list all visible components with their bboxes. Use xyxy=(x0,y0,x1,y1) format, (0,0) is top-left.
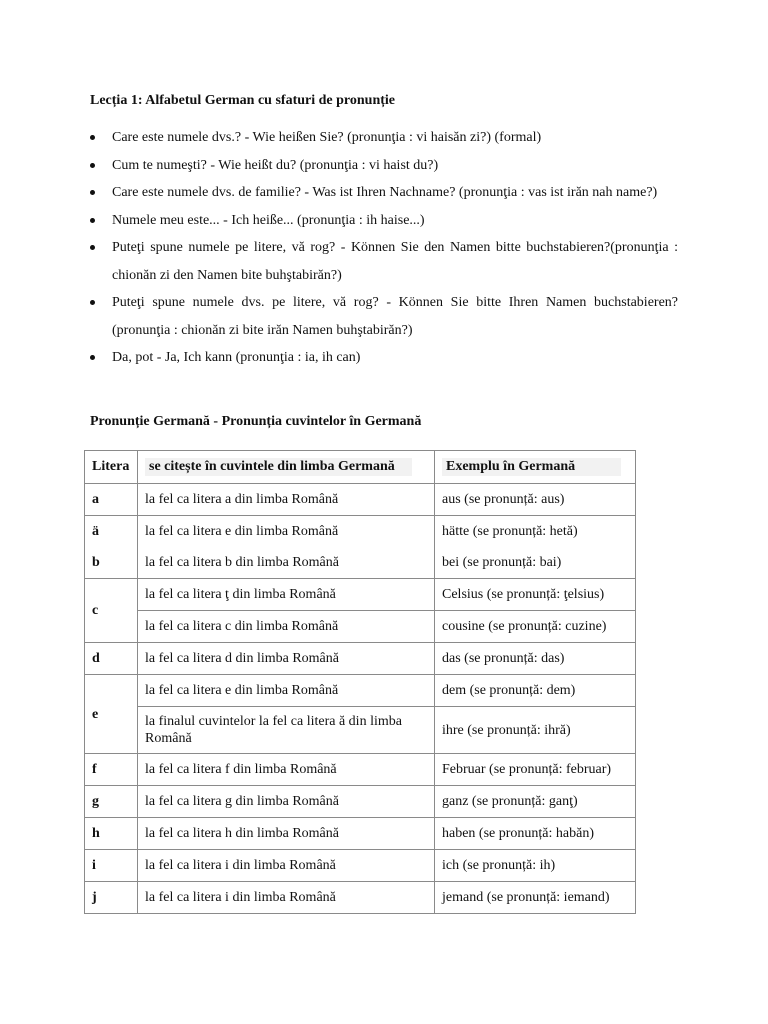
letter-cell: i xyxy=(85,850,138,882)
rule-cell: la fel ca litera i din limba Română xyxy=(138,850,435,882)
example-cell: haben (se pronunță: habăn) xyxy=(435,818,636,850)
header-example-text: Exemplu în Germană xyxy=(442,458,621,476)
letter-cell: f xyxy=(85,754,138,786)
list-item: Numele meu este... - Ich heiße... (pronunţia : ih haise...) xyxy=(90,207,678,235)
table-row xyxy=(85,818,636,850)
header-example xyxy=(435,451,636,484)
example-cell: cousine (se pronunță: cuzine) xyxy=(435,611,636,643)
table-header-row xyxy=(85,451,636,484)
table-row xyxy=(85,882,636,914)
rule-cell: la fel ca litera a din limba Română xyxy=(138,484,435,516)
letter-cell: g xyxy=(85,786,138,818)
table-row xyxy=(85,707,636,754)
table-row xyxy=(85,643,636,675)
example-cell: bei (se pronunță: bai) xyxy=(435,547,636,579)
phrase-list xyxy=(90,124,678,372)
example-cell: das (se pronunță: das) xyxy=(435,643,636,675)
letter-cell: c xyxy=(85,579,138,643)
section-title: Pronunție Germană - Pronunția cuvintelor în Germană xyxy=(90,414,422,429)
rule-cell: la fel ca litera d din limba Română xyxy=(138,643,435,675)
letter-cell: j xyxy=(85,882,138,914)
rule-cell: la fel ca litera h din limba Română xyxy=(138,818,435,850)
header-letter: Litera xyxy=(85,451,138,484)
header-rule-text: se citește în cuvintele din limba Germană xyxy=(145,458,412,476)
letter-cell: a xyxy=(85,484,138,516)
rule-cell: la fel ca litera e din limba Română xyxy=(138,675,435,707)
list-item: Care este numele dvs. de familie? - Was ist Ihren Nachname? (pronunţia : vas ist irăn nah name?) xyxy=(90,179,678,207)
lesson-title: Lecția 1: Alfabetul German cu sfaturi de pronunție xyxy=(90,93,396,108)
table-row xyxy=(85,579,636,611)
table-row xyxy=(85,754,636,786)
rule-cell: la fel ca litera g din limba Română xyxy=(138,786,435,818)
example-cell: ich (se pronunță: ih) xyxy=(435,850,636,882)
rule-cell: la fel ca litera ţ din limba Română xyxy=(138,579,435,611)
list-item: Puteţi spune numele dvs. pe litere, vă rog? - Können Sie bitte Ihren Namen buchstabieren?(pronunţia : chionăn zi bite irăn Namen buhştabirăn?) xyxy=(90,289,678,344)
header-rule xyxy=(138,451,435,484)
table-row xyxy=(85,516,636,548)
table-row xyxy=(85,611,636,643)
rule-cell: la fel ca litera i din limba Română xyxy=(138,882,435,914)
example-cell: Celsius (se pronunță: ţelsius) xyxy=(435,579,636,611)
table-row xyxy=(85,675,636,707)
rule-cell: la fel ca litera e din limba Română xyxy=(138,516,435,548)
letter-cell: e xyxy=(85,675,138,754)
letter-cell: ä xyxy=(85,516,138,548)
pronunciation-table xyxy=(84,450,636,914)
letter-cell: b xyxy=(85,547,138,579)
rule-cell: la fel ca litera c din limba Română xyxy=(138,611,435,643)
list-item: Puteţi spune numele pe litere, vă rog? - Können Sie den Namen bitte buchstabieren?(pronunţia : chionăn zi den Namen bite buhştabirăn?) xyxy=(90,234,678,289)
rule-cell: la finalul cuvintelor la fel ca litera ă din limba Română xyxy=(138,707,435,754)
table-row xyxy=(85,850,636,882)
list-item: Care este numele dvs.? - Wie heißen Sie? (pronunţia : vi haisăn zi?) (formal) xyxy=(90,124,678,152)
example-cell: ihre (se pronunță: ihră) xyxy=(435,707,636,754)
example-cell: dem (se pronunță: dem) xyxy=(435,675,636,707)
example-cell: hätte (se pronunță: hetă) xyxy=(435,516,636,548)
letter-cell: d xyxy=(85,643,138,675)
list-item: Cum te numeşti? - Wie heißt du? (pronunţia : vi haist du?) xyxy=(90,152,678,180)
example-cell: ganz (se pronunță: ganţ) xyxy=(435,786,636,818)
table-row xyxy=(85,484,636,516)
letter-cell: h xyxy=(85,818,138,850)
list-item: Da, pot - Ja, Ich kann (pronunţia : ia, ih can) xyxy=(90,344,678,372)
example-cell: jemand (se pronunță: iemand) xyxy=(435,882,636,914)
example-cell: aus (se pronunță: aus) xyxy=(435,484,636,516)
table-row xyxy=(85,786,636,818)
example-cell: Februar (se pronunță: februar) xyxy=(435,754,636,786)
rule-cell: la fel ca litera f din limba Română xyxy=(138,754,435,786)
table-row xyxy=(85,547,636,579)
rule-cell: la fel ca litera b din limba Română xyxy=(138,547,435,579)
